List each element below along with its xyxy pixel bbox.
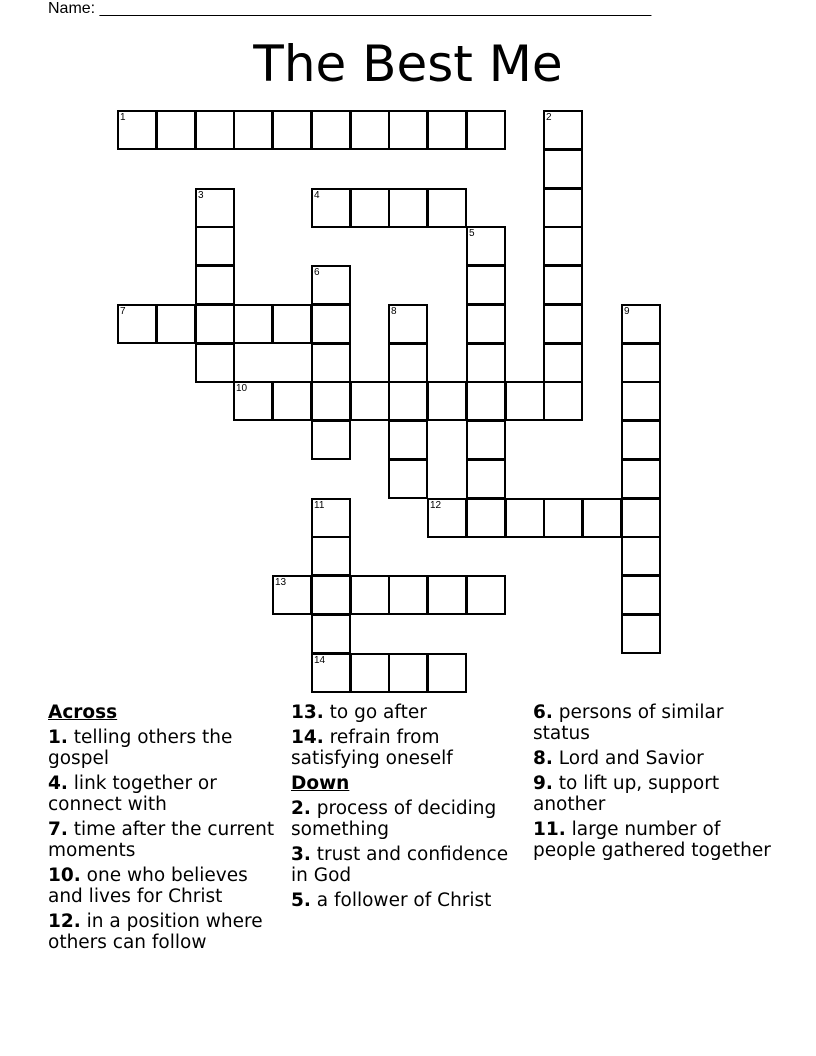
clue-number: 14 bbox=[314, 655, 326, 666]
grid-cell[interactable] bbox=[156, 110, 196, 150]
grid-cell[interactable] bbox=[543, 110, 583, 150]
grid-cell[interactable] bbox=[621, 304, 661, 344]
grid-cell[interactable] bbox=[466, 343, 506, 383]
clue-number: 10 bbox=[236, 383, 248, 394]
grid-cell[interactable] bbox=[350, 575, 390, 615]
clue-item bbox=[291, 844, 529, 886]
grid-cell[interactable] bbox=[388, 381, 428, 421]
grid-cell[interactable] bbox=[621, 381, 661, 421]
grid-cell[interactable] bbox=[350, 110, 390, 150]
clue-number-label: 7. bbox=[48, 819, 68, 840]
clue-text: trust and confidence in God bbox=[291, 844, 509, 886]
grid-cell[interactable] bbox=[156, 304, 196, 344]
grid-cell[interactable] bbox=[117, 304, 157, 344]
grid-cell[interactable] bbox=[543, 498, 583, 538]
grid-cell[interactable] bbox=[427, 188, 467, 228]
clue-item bbox=[48, 727, 286, 769]
clue-item bbox=[291, 727, 529, 769]
clue-item bbox=[533, 702, 771, 744]
clue-text: link together or connect with bbox=[48, 773, 217, 815]
grid-cell[interactable] bbox=[543, 188, 583, 228]
grid-cell[interactable] bbox=[311, 575, 351, 615]
clue-text: to lift up, support another bbox=[533, 773, 720, 815]
grid-cell[interactable] bbox=[543, 226, 583, 266]
clue-number: 8 bbox=[391, 306, 397, 317]
grid-cell[interactable] bbox=[466, 304, 506, 344]
clue-number-label: 14. bbox=[291, 727, 324, 748]
grid-cell[interactable] bbox=[233, 110, 273, 150]
grid-cell[interactable] bbox=[427, 653, 467, 693]
clue-number-label: 10. bbox=[48, 865, 81, 886]
grid-cell[interactable] bbox=[466, 459, 506, 499]
grid-cell[interactable] bbox=[466, 226, 506, 266]
grid-cell[interactable] bbox=[621, 614, 661, 654]
clue-text: refrain from satisfying oneself bbox=[291, 727, 453, 769]
grid-cell[interactable] bbox=[233, 304, 273, 344]
grid-cell[interactable] bbox=[311, 420, 351, 460]
clue-text: time after the current moments bbox=[48, 819, 275, 861]
clue-text: process of deciding something bbox=[291, 798, 497, 840]
grid-cell[interactable] bbox=[621, 536, 661, 576]
clue-number-label: 11. bbox=[533, 819, 566, 840]
clue-item bbox=[533, 748, 771, 769]
grid-cell[interactable] bbox=[388, 459, 428, 499]
clue-column-2 bbox=[291, 702, 529, 915]
clue-item bbox=[291, 890, 529, 911]
grid-cell[interactable] bbox=[311, 110, 351, 150]
grid-cell[interactable] bbox=[621, 575, 661, 615]
grid-cell[interactable] bbox=[117, 110, 157, 150]
clue-text: to go after bbox=[323, 702, 427, 723]
clue-column-3 bbox=[533, 702, 771, 865]
grid-cell[interactable] bbox=[543, 381, 583, 421]
grid-cell[interactable] bbox=[466, 110, 506, 150]
grid-cell[interactable] bbox=[543, 343, 583, 383]
grid-cell[interactable] bbox=[621, 420, 661, 460]
clue-text: persons of similar status bbox=[533, 702, 724, 744]
grid-cell[interactable] bbox=[388, 304, 428, 344]
grid-cell[interactable] bbox=[272, 110, 312, 150]
grid-cell[interactable] bbox=[311, 343, 351, 383]
clue-item bbox=[48, 865, 286, 907]
grid-cell[interactable] bbox=[505, 498, 545, 538]
grid-cell[interactable] bbox=[466, 575, 506, 615]
clue-text: large number of people gathered together bbox=[533, 819, 771, 861]
grid-cell[interactable] bbox=[350, 381, 390, 421]
grid-cell[interactable] bbox=[427, 498, 467, 538]
clue-number: 9 bbox=[624, 306, 630, 317]
clue-item bbox=[533, 773, 771, 815]
grid-cell[interactable] bbox=[272, 381, 312, 421]
grid-cell[interactable] bbox=[272, 575, 312, 615]
clue-text: Lord and Savior bbox=[552, 748, 704, 769]
grid-cell[interactable] bbox=[621, 343, 661, 383]
grid-cell[interactable] bbox=[466, 498, 506, 538]
grid-cell[interactable] bbox=[311, 653, 351, 693]
grid-cell[interactable] bbox=[195, 226, 235, 266]
clue-number: 5 bbox=[469, 228, 475, 239]
clue-item bbox=[48, 773, 286, 815]
clue-number-label: 5. bbox=[291, 890, 311, 911]
clue-number-label: 13. bbox=[291, 702, 324, 723]
grid-cell[interactable] bbox=[427, 110, 467, 150]
grid-cell[interactable] bbox=[388, 110, 428, 150]
clue-number-label: 1. bbox=[48, 727, 68, 748]
clue-item bbox=[291, 798, 529, 840]
grid-cell[interactable] bbox=[311, 614, 351, 654]
clue-number-label: 9. bbox=[533, 773, 553, 794]
grid-cell[interactable] bbox=[272, 304, 312, 344]
grid-cell[interactable] bbox=[621, 498, 661, 538]
clue-number: 11 bbox=[314, 500, 325, 511]
grid-cell[interactable] bbox=[388, 575, 428, 615]
clue-number: 12 bbox=[430, 500, 442, 511]
clue-number: 13 bbox=[275, 577, 287, 588]
clue-column-1 bbox=[48, 702, 286, 957]
clue-text: in a position where others can follow bbox=[48, 911, 263, 953]
clue-text: a follower of Christ bbox=[310, 890, 492, 911]
grid-cell[interactable] bbox=[311, 188, 351, 228]
grid-cell[interactable] bbox=[543, 149, 583, 189]
clue-number-label: 12. bbox=[48, 911, 81, 932]
grid-cell[interactable] bbox=[427, 381, 467, 421]
clue-item bbox=[48, 819, 286, 861]
grid-cell[interactable] bbox=[195, 110, 235, 150]
clue-number: 7 bbox=[120, 306, 126, 317]
grid-cell[interactable] bbox=[621, 459, 661, 499]
grid-cell[interactable] bbox=[311, 304, 351, 344]
grid-cell[interactable] bbox=[582, 498, 622, 538]
grid-cell[interactable] bbox=[466, 420, 506, 460]
down-heading: Down bbox=[291, 773, 350, 794]
grid-cell[interactable] bbox=[233, 381, 273, 421]
grid-cell[interactable] bbox=[505, 381, 545, 421]
grid-cell[interactable] bbox=[543, 265, 583, 305]
grid-cell[interactable] bbox=[466, 381, 506, 421]
clue-number: 2 bbox=[546, 112, 552, 123]
clue-item bbox=[291, 702, 529, 723]
grid-cell[interactable] bbox=[195, 265, 235, 305]
name-field-label: Name: ______________________________________________________________ bbox=[48, 0, 652, 17]
clue-number: 3 bbox=[198, 190, 204, 201]
grid-cell[interactable] bbox=[311, 498, 351, 538]
clue-number: 1 bbox=[120, 112, 126, 123]
clue-item bbox=[533, 819, 771, 861]
clue-item bbox=[48, 911, 286, 953]
grid-cell[interactable] bbox=[195, 188, 235, 228]
grid-cell[interactable] bbox=[311, 265, 351, 305]
grid-cell[interactable] bbox=[388, 653, 428, 693]
grid-cell[interactable] bbox=[466, 265, 506, 305]
grid-cell[interactable] bbox=[388, 343, 428, 383]
grid-cell[interactable] bbox=[350, 188, 390, 228]
grid-cell[interactable] bbox=[311, 536, 351, 576]
clue-number-label: 8. bbox=[533, 748, 553, 769]
across-heading: Across bbox=[48, 702, 118, 723]
clue-number-label: 3. bbox=[291, 844, 311, 865]
clue-number: 4 bbox=[314, 190, 320, 201]
clue-number: 6 bbox=[314, 267, 320, 278]
grid-cell[interactable] bbox=[427, 575, 467, 615]
grid-cell[interactable] bbox=[195, 304, 235, 344]
clue-number-label: 2. bbox=[291, 798, 311, 819]
clue-number-label: 6. bbox=[533, 702, 553, 723]
grid-cell[interactable] bbox=[311, 381, 351, 421]
grid-cell[interactable] bbox=[195, 343, 235, 383]
grid-cell[interactable] bbox=[543, 304, 583, 344]
clue-text: telling others the gospel bbox=[48, 727, 233, 769]
clue-text: one who believes and lives for Christ bbox=[48, 865, 248, 907]
grid-cell[interactable] bbox=[350, 653, 390, 693]
page-title: The Best Me bbox=[253, 35, 563, 93]
grid-cell[interactable] bbox=[388, 188, 428, 228]
clue-number-label: 4. bbox=[48, 773, 68, 794]
grid-cell[interactable] bbox=[388, 420, 428, 460]
